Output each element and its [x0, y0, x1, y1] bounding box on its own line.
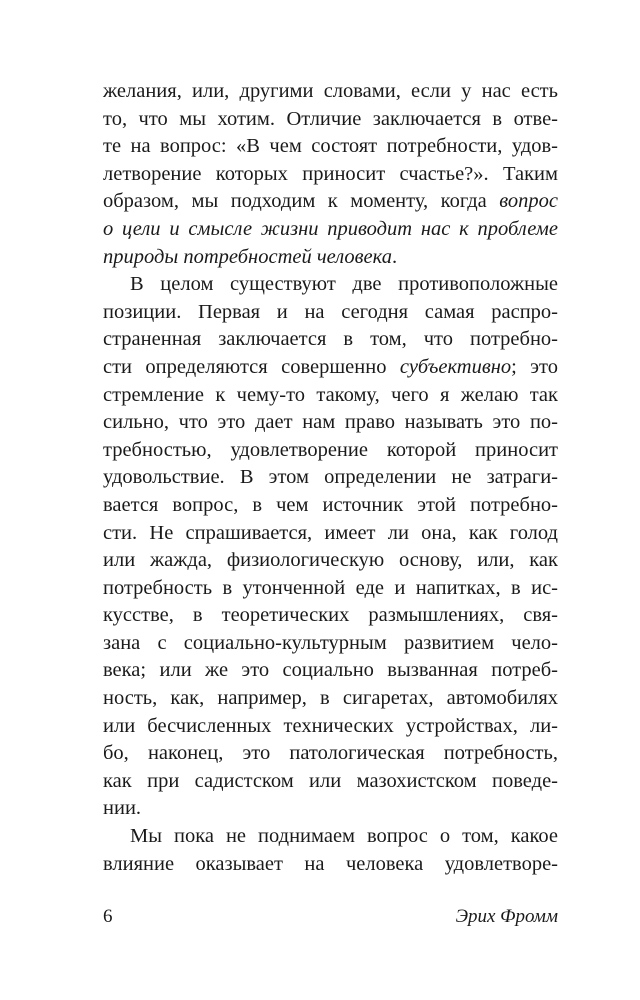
text-line — [103, 520, 558, 548]
text-run: те на вопрос: «В чем состоят потребности, удов- — [103, 135, 558, 158]
text-line — [103, 354, 558, 382]
text-run: летворение которых приносит счастье?». Таким — [103, 162, 558, 185]
text-run: страненная заключается в том, что потребно- — [103, 328, 558, 351]
text-run: бо, наконец, это патологическая потребность, — [103, 742, 558, 765]
page-body — [103, 78, 558, 878]
text-line — [103, 188, 558, 216]
text-run: В целом существуют две противоположные — [130, 273, 558, 296]
paragraph — [103, 271, 558, 823]
text-line — [103, 106, 558, 134]
italic-text: природы потребностей человека — [103, 245, 392, 268]
text-run: вается вопрос, в чем источник этой потребно- — [103, 493, 558, 516]
text-run: . — [391, 245, 398, 268]
page-number: 6 — [103, 906, 113, 927]
page-footer — [103, 905, 558, 929]
text-run: образом, мы подходим к моменту, когда — [103, 190, 500, 213]
text-line — [103, 271, 558, 299]
text-line — [103, 630, 558, 658]
text-line — [103, 244, 558, 272]
running-header-author: Эрих Фромм — [455, 906, 558, 927]
text-line — [103, 740, 558, 768]
text-run: или бесчисленных технических устройствах, ли- — [103, 714, 558, 737]
text-run: позиции. Первая и на сегодня самая распро- — [103, 300, 558, 323]
text-line — [103, 547, 558, 575]
text-line — [103, 492, 558, 520]
paragraph — [103, 78, 558, 271]
text-run: сти. Не спрашивается, имеет ли она, как голод — [103, 521, 558, 544]
text-line — [103, 823, 558, 851]
text-run: нии. — [103, 797, 142, 820]
text-run: потребность в утонченной еде и напитках, в ис- — [103, 576, 558, 599]
text-run: как при садистском или мазохистском поведе- — [103, 769, 558, 792]
text-run: ; это — [511, 355, 558, 378]
text-run: ность, как, например, в сигаретах, автомобилях — [103, 687, 558, 710]
text-line — [103, 161, 558, 189]
text-line — [103, 437, 558, 465]
text-run: зана с социально-культурным развитием чело- — [103, 631, 558, 654]
text-run: Мы пока не поднимаем вопрос о том, какое — [130, 825, 558, 848]
text-line — [103, 685, 558, 713]
text-line — [103, 299, 558, 327]
text-line — [103, 768, 558, 796]
text-run: сильно, что это дает нам право называть это по- — [103, 411, 558, 434]
text-run: удовольствие. В этом определении не затраги- — [103, 466, 558, 489]
text-line — [103, 713, 558, 741]
text-line — [103, 464, 558, 492]
text-line — [103, 382, 558, 410]
text-run: требностью, удовлетворение которой приносит — [103, 438, 558, 461]
text-line — [103, 78, 558, 106]
text-line — [103, 326, 558, 354]
text-run: стремление к чему-то такому, чего я желаю так — [103, 383, 558, 406]
text-run: влияние оказывает на человека удовлетворе- — [103, 852, 558, 875]
italic-text: субъективно — [399, 355, 512, 378]
text-run: или жажда, физиологическую основу, или, как — [103, 549, 558, 572]
text-line — [103, 409, 558, 437]
text-line — [103, 657, 558, 685]
italic-text: вопрос — [499, 190, 558, 213]
text-line — [103, 216, 558, 244]
text-run: сти определяются совершенно — [103, 355, 400, 378]
text-line — [103, 795, 558, 823]
text-run: века; или же это социально вызванная потреб- — [103, 659, 558, 682]
italic-text: о цели и смысле жизни приводит нас к проблеме — [103, 217, 558, 240]
text-run: то, что мы хотим. Отличие заключается в отве- — [103, 107, 558, 130]
text-line — [103, 851, 558, 879]
text-line — [103, 602, 558, 630]
text-run: желания, или, другими словами, если у нас есть — [103, 80, 558, 102]
paragraph — [103, 823, 558, 878]
text-line — [103, 133, 558, 161]
text-line — [103, 575, 558, 603]
text-run: кусстве, в теоретических размышлениях, свя- — [103, 604, 558, 627]
